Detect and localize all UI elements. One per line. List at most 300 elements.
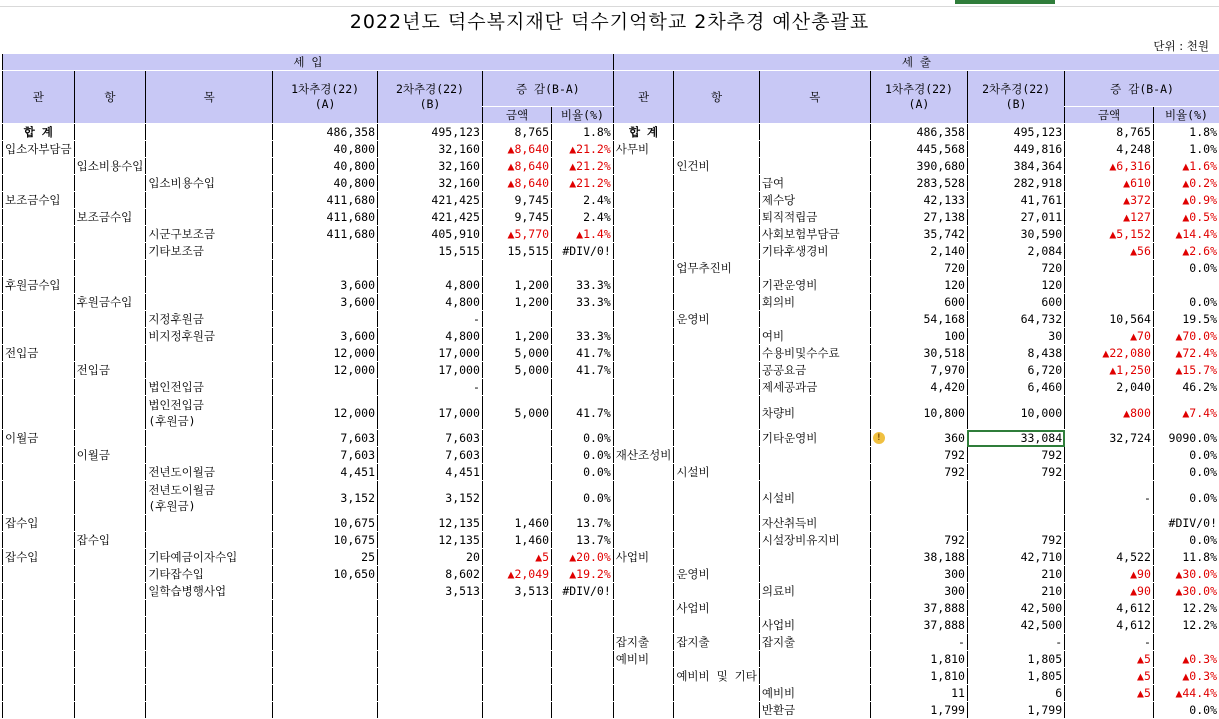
expense-cell[interactable] (674, 175, 760, 192)
income-cell[interactable]: 41.7% (552, 396, 614, 430)
income-cell[interactable]: 411,680 (273, 192, 378, 209)
income-cell[interactable]: 7,603 (378, 447, 483, 464)
expense-cell[interactable]: ▲5 (1065, 685, 1154, 702)
expense-cell[interactable]: 33,084 (967, 430, 1064, 447)
income-cell[interactable]: 일학습병행사업 (146, 583, 273, 600)
expense-cell[interactable]: 10,800 (870, 396, 967, 430)
income-cell[interactable] (3, 379, 75, 396)
expense-cell[interactable]: 의료비 (759, 583, 870, 600)
income-cell[interactable] (552, 600, 614, 617)
income-cell[interactable]: 이월금 (74, 447, 146, 464)
income-cell[interactable] (74, 668, 146, 685)
income-cell[interactable] (273, 600, 378, 617)
income-cell[interactable]: 이월금 (3, 430, 75, 447)
income-cell[interactable]: 2.4% (552, 192, 614, 209)
expense-cell[interactable]: ▲30.0% (1153, 583, 1219, 600)
income-cell[interactable]: 지정후원금 (146, 311, 273, 328)
income-cell[interactable] (378, 600, 483, 617)
expense-cell[interactable]: 4,522 (1065, 549, 1154, 566)
expense-cell[interactable]: 4,248 (1065, 141, 1154, 158)
income-cell[interactable] (74, 226, 146, 243)
expense-cell[interactable]: - (870, 634, 967, 651)
income-cell[interactable] (3, 617, 75, 634)
expense-cell[interactable] (613, 566, 674, 583)
income-cell[interactable]: 0.0% (552, 481, 614, 515)
income-cell[interactable] (3, 260, 75, 277)
income-cell[interactable] (273, 617, 378, 634)
expense-cell[interactable]: 반환금 (759, 702, 870, 719)
expense-cell[interactable] (674, 277, 760, 294)
expense-cell[interactable] (674, 141, 760, 158)
income-cell[interactable] (3, 447, 75, 464)
expense-cell[interactable]: 급여 (759, 175, 870, 192)
income-cell[interactable] (273, 634, 378, 651)
expense-cell[interactable]: 27,011 (967, 209, 1064, 226)
income-cell[interactable] (74, 277, 146, 294)
expense-cell[interactable]: 32,724 (1065, 430, 1154, 447)
expense-cell[interactable]: ▲90 (1065, 583, 1154, 600)
income-cell[interactable] (552, 311, 614, 328)
expense-cell[interactable] (674, 192, 760, 209)
income-cell[interactable] (146, 668, 273, 685)
income-cell[interactable] (146, 362, 273, 379)
expense-cell[interactable]: 600 (967, 294, 1064, 311)
income-cell[interactable] (3, 685, 75, 702)
income-cell[interactable]: 전년도이월금 (146, 464, 273, 481)
expense-cell[interactable]: 1.0% (1153, 141, 1219, 158)
income-cell[interactable]: 법인전입금 (146, 379, 273, 396)
expense-cell[interactable] (613, 294, 674, 311)
expense-cell[interactable] (613, 396, 674, 430)
expense-cell[interactable] (613, 702, 674, 719)
expense-cell[interactable] (613, 532, 674, 549)
expense-cell[interactable]: 회의비 (759, 294, 870, 311)
expense-cell[interactable]: 300 (870, 583, 967, 600)
income-cell[interactable]: ▲5 (482, 549, 551, 566)
income-cell[interactable]: 17,000 (378, 345, 483, 362)
income-cell[interactable]: 0.0% (552, 464, 614, 481)
income-cell[interactable]: ▲21.2% (552, 175, 614, 192)
income-cell[interactable]: ▲21.2% (552, 141, 614, 158)
expense-cell[interactable]: ▲0.9% (1153, 192, 1219, 209)
income-cell[interactable]: #DIV/0! (552, 583, 614, 600)
expense-cell[interactable]: 0.0% (1153, 464, 1219, 481)
income-cell[interactable]: 9,745 (482, 192, 551, 209)
income-cell[interactable]: 15,515 (482, 243, 551, 260)
income-cell[interactable]: ▲2,049 (482, 566, 551, 583)
expense-cell[interactable]: 시설비 (674, 464, 760, 481)
expense-cell[interactable] (1065, 447, 1154, 464)
income-cell[interactable] (3, 600, 75, 617)
income-cell[interactable]: 3,513 (482, 583, 551, 600)
expense-cell[interactable] (759, 651, 870, 668)
income-cell[interactable]: 12,000 (273, 345, 378, 362)
expense-cell[interactable] (674, 685, 760, 702)
expense-cell[interactable]: 퇴직적립금 (759, 209, 870, 226)
income-cell[interactable]: - (378, 311, 483, 328)
income-cell[interactable] (146, 447, 273, 464)
expense-cell[interactable] (674, 583, 760, 600)
income-cell[interactable] (74, 566, 146, 583)
income-cell[interactable] (273, 651, 378, 668)
income-cell[interactable]: 전입금 (3, 345, 75, 362)
expense-cell[interactable] (674, 532, 760, 549)
income-cell[interactable]: 40,800 (273, 158, 378, 175)
expense-cell[interactable]: 재산조성비 (613, 447, 674, 464)
expense-cell[interactable]: 8,438 (967, 345, 1064, 362)
expense-cell[interactable]: 495,123 (967, 124, 1064, 141)
expense-cell[interactable] (674, 379, 760, 396)
income-cell[interactable] (74, 430, 146, 447)
expense-cell[interactable] (759, 600, 870, 617)
expense-cell[interactable]: 792 (870, 447, 967, 464)
expense-cell[interactable] (674, 345, 760, 362)
expense-cell[interactable]: 1,799 (967, 702, 1064, 719)
income-cell[interactable]: 411,680 (273, 209, 378, 226)
expense-cell[interactable] (1065, 260, 1154, 277)
expense-cell[interactable] (613, 515, 674, 532)
expense-cell[interactable]: 사업비 (759, 617, 870, 634)
expense-cell[interactable] (613, 617, 674, 634)
expense-cell[interactable] (759, 124, 870, 141)
expense-cell[interactable]: 37,888 (870, 600, 967, 617)
expense-cell[interactable]: 사업비 (674, 600, 760, 617)
income-cell[interactable]: 25 (273, 549, 378, 566)
income-cell[interactable]: 17,000 (378, 362, 483, 379)
expense-cell[interactable]: 210 (967, 583, 1064, 600)
expense-cell[interactable]: 41,761 (967, 192, 1064, 209)
income-cell[interactable]: 0.0% (552, 447, 614, 464)
expense-cell[interactable]: - (1065, 481, 1154, 515)
income-cell[interactable] (146, 158, 273, 175)
income-cell[interactable] (552, 379, 614, 396)
expense-cell[interactable]: 6 (967, 685, 1064, 702)
expense-cell[interactable] (613, 430, 674, 447)
income-cell[interactable] (482, 447, 551, 464)
income-cell[interactable] (378, 668, 483, 685)
income-cell[interactable] (273, 379, 378, 396)
income-cell[interactable] (74, 311, 146, 328)
income-cell[interactable]: 40,800 (273, 141, 378, 158)
expense-cell[interactable]: 운영비 (674, 311, 760, 328)
expense-cell[interactable]: 445,568 (870, 141, 967, 158)
income-cell[interactable]: ▲8,640 (482, 158, 551, 175)
income-cell[interactable]: 입소자부담금 (3, 141, 75, 158)
income-cell[interactable] (74, 685, 146, 702)
expense-cell[interactable]: 54,168 (870, 311, 967, 328)
expense-cell[interactable]: 283,528 (870, 175, 967, 192)
expense-cell[interactable]: 10,000 (967, 396, 1064, 430)
expense-cell[interactable] (613, 328, 674, 345)
income-cell[interactable]: ▲1.4% (552, 226, 614, 243)
income-cell[interactable]: 33.3% (552, 277, 614, 294)
income-cell[interactable] (552, 668, 614, 685)
expense-cell[interactable]: 시설비 (759, 481, 870, 515)
income-cell[interactable]: 32,160 (378, 141, 483, 158)
expense-cell[interactable]: 사무비 (613, 141, 674, 158)
income-cell[interactable]: 8,602 (378, 566, 483, 583)
income-cell[interactable] (146, 702, 273, 719)
expense-cell[interactable]: 30,590 (967, 226, 1064, 243)
expense-cell[interactable] (759, 566, 870, 583)
income-cell[interactable] (74, 141, 146, 158)
expense-cell[interactable]: 0.0% (1153, 702, 1219, 719)
income-cell[interactable] (378, 651, 483, 668)
expense-cell[interactable] (759, 141, 870, 158)
income-cell[interactable]: 32,160 (378, 175, 483, 192)
income-cell[interactable] (3, 532, 75, 549)
expense-cell[interactable] (674, 515, 760, 532)
income-cell[interactable]: ▲21.2% (552, 158, 614, 175)
expense-cell[interactable] (759, 549, 870, 566)
expense-cell[interactable]: 30 (967, 328, 1064, 345)
income-cell[interactable]: 전입금 (74, 362, 146, 379)
income-cell[interactable]: 7,603 (378, 430, 483, 447)
expense-cell[interactable]: 37,888 (870, 617, 967, 634)
expense-cell[interactable] (613, 311, 674, 328)
expense-cell[interactable]: 9090.0% (1153, 430, 1219, 447)
expense-cell[interactable]: 0.0% (1153, 481, 1219, 515)
expense-cell[interactable]: 예비비 및 기타 (674, 668, 760, 685)
expense-cell[interactable] (1153, 634, 1219, 651)
expense-cell[interactable]: ▲127 (1065, 209, 1154, 226)
expense-cell[interactable] (759, 447, 870, 464)
income-cell[interactable]: 12,000 (273, 396, 378, 430)
expense-cell[interactable]: ! 360 (870, 430, 967, 447)
income-cell[interactable] (146, 515, 273, 532)
expense-cell[interactable]: ▲5,152 (1065, 226, 1154, 243)
income-cell[interactable] (3, 566, 75, 583)
income-cell[interactable] (3, 209, 75, 226)
expense-cell[interactable]: 자산취득비 (759, 515, 870, 532)
expense-cell[interactable]: 예비비 (613, 651, 674, 668)
expense-cell[interactable]: ▲30.0% (1153, 566, 1219, 583)
expense-cell[interactable]: 0.0% (1153, 260, 1219, 277)
income-cell[interactable]: 1,200 (482, 277, 551, 294)
expense-cell[interactable]: - (1065, 634, 1154, 651)
income-cell[interactable]: #DIV/0! (552, 243, 614, 260)
expense-cell[interactable]: 공공요금 (759, 362, 870, 379)
income-cell[interactable] (273, 583, 378, 600)
income-cell[interactable]: 0.0% (552, 430, 614, 447)
income-cell[interactable] (482, 430, 551, 447)
income-cell[interactable] (482, 702, 551, 719)
expense-cell[interactable] (1065, 277, 1154, 294)
expense-cell[interactable]: 1,805 (967, 651, 1064, 668)
expense-cell[interactable]: 42,500 (967, 600, 1064, 617)
income-cell[interactable] (146, 260, 273, 277)
expense-cell[interactable]: 100 (870, 328, 967, 345)
income-cell[interactable] (74, 175, 146, 192)
income-cell[interactable] (74, 515, 146, 532)
income-cell[interactable] (273, 702, 378, 719)
expense-cell[interactable] (674, 430, 760, 447)
expense-cell[interactable] (1153, 277, 1219, 294)
income-cell[interactable]: 32,160 (378, 158, 483, 175)
expense-cell[interactable]: ▲15.7% (1153, 362, 1219, 379)
expense-cell[interactable]: 8,765 (1065, 124, 1154, 141)
income-cell[interactable] (3, 668, 75, 685)
income-cell[interactable]: 41.7% (552, 362, 614, 379)
expense-cell[interactable] (1065, 464, 1154, 481)
income-cell[interactable]: 12,000 (273, 362, 378, 379)
expense-cell[interactable]: 64,732 (967, 311, 1064, 328)
expense-cell[interactable]: 합 계 (613, 124, 674, 141)
income-cell[interactable] (3, 651, 75, 668)
income-cell[interactable] (3, 464, 75, 481)
income-cell[interactable]: 486,358 (273, 124, 378, 141)
income-cell[interactable] (482, 600, 551, 617)
expense-cell[interactable]: ▲2.6% (1153, 243, 1219, 260)
income-cell[interactable] (482, 379, 551, 396)
income-cell[interactable] (146, 617, 273, 634)
income-cell[interactable]: 12,135 (378, 515, 483, 532)
income-cell[interactable]: 비지정후원금 (146, 328, 273, 345)
income-cell[interactable] (146, 209, 273, 226)
expense-cell[interactable] (613, 481, 674, 515)
income-cell[interactable] (74, 617, 146, 634)
income-cell[interactable]: 41.7% (552, 345, 614, 362)
expense-cell[interactable] (1065, 294, 1154, 311)
income-cell[interactable] (74, 651, 146, 668)
income-cell[interactable]: 3,600 (273, 328, 378, 345)
income-cell[interactable]: 33.3% (552, 328, 614, 345)
income-cell[interactable] (482, 668, 551, 685)
expense-cell[interactable]: 기타후생경비 (759, 243, 870, 260)
expense-cell[interactable]: 390,680 (870, 158, 967, 175)
income-cell[interactable] (378, 702, 483, 719)
income-cell[interactable]: 17,000 (378, 396, 483, 430)
income-cell[interactable] (3, 634, 75, 651)
income-cell[interactable] (273, 243, 378, 260)
expense-cell[interactable] (1065, 532, 1154, 549)
expense-cell[interactable]: 42,710 (967, 549, 1064, 566)
income-cell[interactable]: 4,451 (378, 464, 483, 481)
expense-cell[interactable]: 792 (870, 464, 967, 481)
income-cell[interactable] (74, 702, 146, 719)
expense-cell[interactable] (613, 175, 674, 192)
income-cell[interactable]: 기타보조금 (146, 243, 273, 260)
income-cell[interactable]: 시군구보조금 (146, 226, 273, 243)
expense-cell[interactable]: 사회보험부담금 (759, 226, 870, 243)
income-cell[interactable] (3, 158, 75, 175)
income-cell[interactable] (74, 124, 146, 141)
expense-cell[interactable]: ▲0.3% (1153, 651, 1219, 668)
expense-cell[interactable] (613, 583, 674, 600)
income-cell[interactable] (378, 634, 483, 651)
expense-cell[interactable]: 잡지출 (613, 634, 674, 651)
expense-cell[interactable] (613, 345, 674, 362)
income-cell[interactable] (3, 243, 75, 260)
income-cell[interactable]: 3,600 (273, 277, 378, 294)
income-cell[interactable] (3, 328, 75, 345)
income-cell[interactable]: 405,910 (378, 226, 483, 243)
income-cell[interactable]: ▲20.0% (552, 549, 614, 566)
expense-cell[interactable]: 720 (870, 260, 967, 277)
expense-cell[interactable]: 11.8% (1153, 549, 1219, 566)
income-cell[interactable]: 잡수입 (3, 549, 75, 566)
expense-cell[interactable] (759, 668, 870, 685)
income-cell[interactable] (552, 634, 614, 651)
expense-cell[interactable] (1065, 515, 1154, 532)
expense-cell[interactable] (870, 481, 967, 515)
expense-cell[interactable]: ▲70 (1065, 328, 1154, 345)
expense-cell[interactable] (613, 158, 674, 175)
income-cell[interactable]: 3,513 (378, 583, 483, 600)
expense-cell[interactable]: 210 (967, 566, 1064, 583)
expense-cell[interactable] (674, 209, 760, 226)
income-cell[interactable]: 1,200 (482, 328, 551, 345)
expense-cell[interactable]: 12.2% (1153, 617, 1219, 634)
expense-cell[interactable]: 42,500 (967, 617, 1064, 634)
expense-cell[interactable]: ▲610 (1065, 175, 1154, 192)
income-cell[interactable] (74, 396, 146, 430)
income-cell[interactable] (74, 634, 146, 651)
income-cell[interactable] (146, 651, 273, 668)
expense-cell[interactable]: 792 (967, 532, 1064, 549)
expense-cell[interactable]: ▲0.5% (1153, 209, 1219, 226)
income-cell[interactable] (146, 345, 273, 362)
income-cell[interactable] (3, 362, 75, 379)
expense-cell[interactable] (613, 260, 674, 277)
income-cell[interactable]: 1,460 (482, 515, 551, 532)
income-cell[interactable] (482, 651, 551, 668)
expense-cell[interactable] (759, 260, 870, 277)
income-cell[interactable]: ▲5,770 (482, 226, 551, 243)
expense-cell[interactable]: 600 (870, 294, 967, 311)
income-cell[interactable]: 1,460 (482, 532, 551, 549)
expense-cell[interactable]: ▲14.4% (1153, 226, 1219, 243)
expense-cell[interactable]: ▲0.2% (1153, 175, 1219, 192)
expense-cell[interactable]: 1.8% (1153, 124, 1219, 141)
expense-cell[interactable]: ▲72.4% (1153, 345, 1219, 362)
expense-cell[interactable]: 제수당 (759, 192, 870, 209)
expense-cell[interactable]: 2,140 (870, 243, 967, 260)
expense-cell[interactable] (674, 549, 760, 566)
expense-cell[interactable]: ▲44.4% (1153, 685, 1219, 702)
income-cell[interactable] (146, 430, 273, 447)
expense-cell[interactable]: ▲800 (1065, 396, 1154, 430)
expense-cell[interactable]: 인건비 (674, 158, 760, 175)
expense-cell[interactable]: 42,133 (870, 192, 967, 209)
income-cell[interactable] (74, 464, 146, 481)
expense-cell[interactable]: 0.0% (1153, 532, 1219, 549)
income-cell[interactable]: 후원금수입 (3, 277, 75, 294)
income-cell[interactable]: 보조금수입 (74, 209, 146, 226)
expense-cell[interactable]: 사업비 (613, 549, 674, 566)
expense-cell[interactable]: 예비비 (759, 685, 870, 702)
income-cell[interactable] (3, 481, 75, 515)
expense-cell[interactable]: 6,720 (967, 362, 1064, 379)
income-cell[interactable]: 4,451 (273, 464, 378, 481)
income-cell[interactable] (74, 379, 146, 396)
income-cell[interactable] (378, 617, 483, 634)
expense-cell[interactable] (613, 192, 674, 209)
income-cell[interactable] (482, 260, 551, 277)
income-cell[interactable]: 3,600 (273, 294, 378, 311)
expense-cell[interactable] (759, 158, 870, 175)
income-cell[interactable] (482, 481, 551, 515)
expense-cell[interactable]: ▲90 (1065, 566, 1154, 583)
income-cell[interactable]: 20 (378, 549, 483, 566)
expense-cell[interactable] (674, 226, 760, 243)
expense-cell[interactable]: - (967, 634, 1064, 651)
income-cell[interactable]: 421,425 (378, 192, 483, 209)
income-cell[interactable] (273, 311, 378, 328)
income-cell[interactable]: 입소비용수입 (74, 158, 146, 175)
expense-cell[interactable]: 30,518 (870, 345, 967, 362)
income-cell[interactable] (74, 583, 146, 600)
